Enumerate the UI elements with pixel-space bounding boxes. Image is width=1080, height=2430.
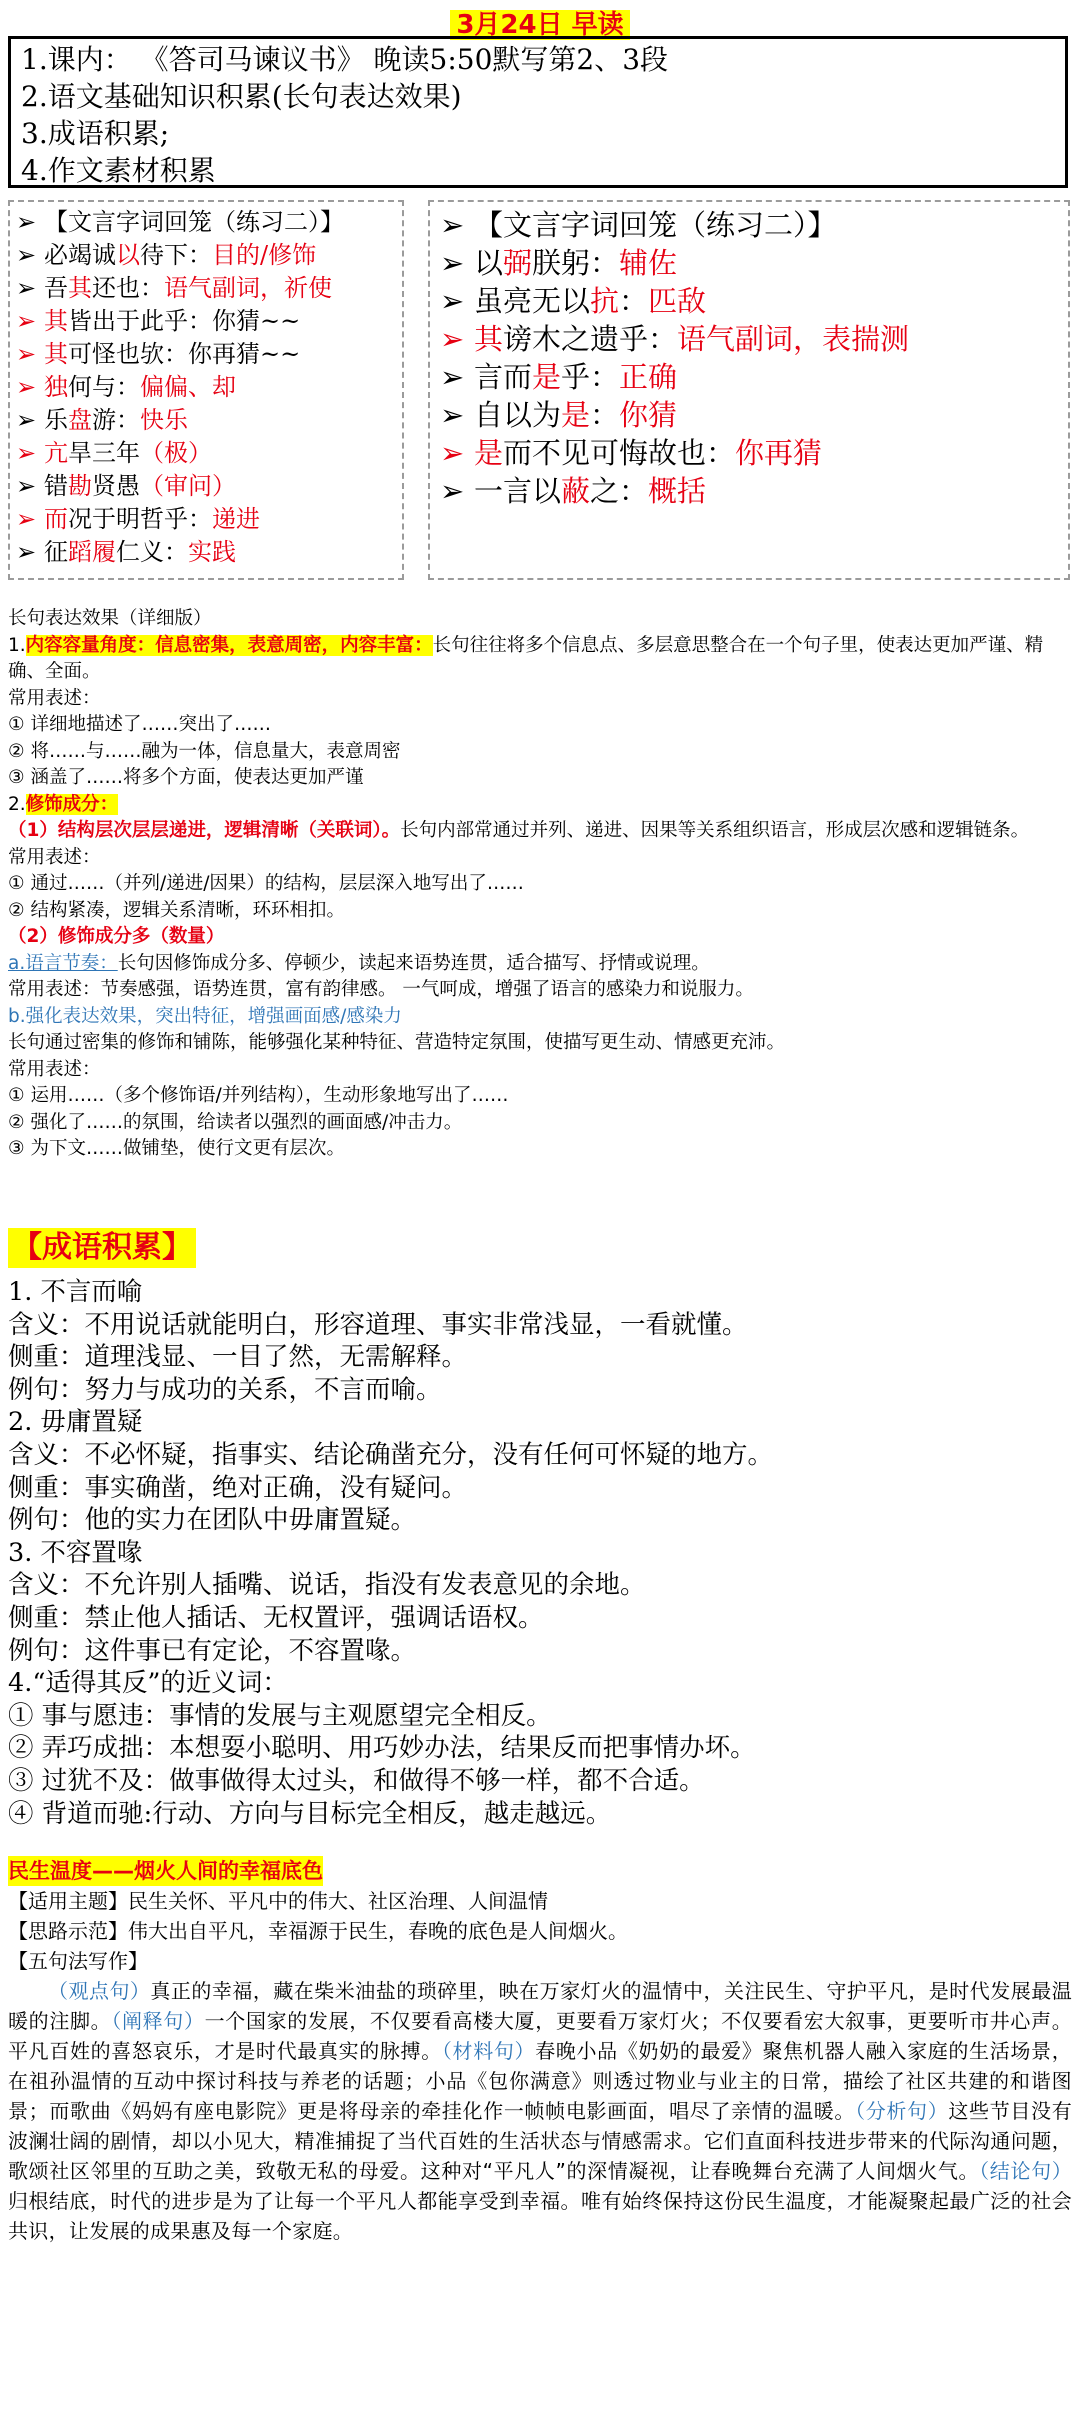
page-title: 3月24日 早读 (0, 4, 1080, 41)
review-item: ➢ 乐 盘 游： 快乐 (16, 404, 396, 437)
idiom-line: 1. 不言而喻 (8, 1277, 143, 1307)
arrow-bullet-icon: ➢ (16, 538, 37, 566)
review-item: ➢ 是 而不见可悔故也： 你再猜 (440, 436, 823, 470)
review-item: ➢ 而 况于明哲乎： 递进 (16, 503, 396, 536)
arrow-bullet-icon: ➢ (16, 208, 37, 236)
review-item: ➢ 必竭诚 以 待下： 目的/修饰 (16, 239, 396, 272)
arrow-bullet-icon: ➢ (16, 439, 37, 467)
subheading: b.强化表达效果，突出特征，增强画面感/感染力 (8, 1005, 402, 1027)
review-item: ➢ 亢 旱三年 （极） (16, 437, 396, 470)
list-item: ② 强化了……的氛围，给读者以强烈的画面感/冲击力。 (8, 1111, 463, 1133)
review-item: ➢ 其 皆出于此乎：你猜~~ (16, 305, 396, 338)
arrow-bullet-icon: ➢ (440, 474, 465, 508)
label: 常用表述： (8, 846, 101, 868)
idiom-line: ② 弄巧成拙：本想耍小聪明、用巧妙办法，结果反而把事情办坏。 (8, 1733, 756, 1764)
arrow-bullet-icon: ➢ (16, 340, 37, 368)
subheading: （2）修饰成分多（数量） (8, 926, 225, 947)
idiom-line: 含义：不用说话就能明白，形容道理、事实非常浅显，一看就懂。 (8, 1309, 748, 1340)
idiom-line: 侧重：禁止他人插话、无权置评，强调话语权。 (8, 1602, 544, 1633)
label: 常用表述： (8, 1058, 101, 1080)
review-item: ➢ 吾 其 还也： 语气副词，祈使 (16, 272, 396, 305)
review-heading: ➢ 【文言字词回笼（练习二）】 (440, 208, 837, 242)
review-item: ➢ 言而 是 乎： 正确 (440, 360, 678, 394)
arrow-bullet-icon: ➢ (16, 373, 37, 401)
task-item: 1.课内： 《答司马谏议书》 晚读5:50默写第2、3段 (21, 43, 669, 76)
idiom-line: 例句：这件事已有定论，不容置喙。 (8, 1635, 417, 1666)
arrow-bullet-icon: ➢ (440, 322, 465, 356)
task-box (8, 36, 1068, 188)
label: 常用表述： (8, 687, 101, 709)
review-heading: ➢ 【文言字词回笼（练习二）】 (16, 206, 396, 239)
essay-title: 民生温度——烟火人间的幸福底色 (8, 1856, 323, 1886)
idiom-line: 4.“适得其反”的近义词： (8, 1668, 288, 1699)
essay-section (8, 1856, 1072, 2246)
list-item: ③ 涵盖了……将多个方面，使表达更加严谨 (8, 767, 364, 788)
arrow-bullet-icon: ➢ (440, 246, 465, 280)
paragraph: （1）结构层次层层递进，逻辑清晰（关联词）。长句内部常通过并列、递进、因果等关系组织语言，形成层次感和逻辑链条。 (8, 820, 1030, 841)
review-item: ➢ 自以为 是 ： 你猜 (440, 398, 678, 432)
arrow-bullet-icon: ➢ (440, 208, 465, 242)
arrow-bullet-icon: ➢ (440, 284, 465, 318)
idiom-line: 侧重：事实确凿，绝对正确，没有疑问。 (8, 1472, 468, 1503)
idiom-line: 3. 不容置喙 (8, 1537, 143, 1568)
idiom-line: ④ 背道而驰:行动、方向与目标完全相反，越走越远。 (8, 1798, 612, 1829)
idiom-line: ① 事与愿违：事情的发展与主观愿望完全相反。 (8, 1700, 552, 1731)
review-item: ➢ 一言以 蔽 之： 概括 (440, 474, 707, 508)
review-item: ➢ 虽亮无以 抗 ： 匹敌 (440, 284, 707, 318)
arrow-bullet-icon: ➢ (16, 505, 37, 533)
section-heading: 长句表达效果（详细版） (8, 608, 212, 629)
essay-theme: 【适用主题】民生关怀、平凡中的伟大、社区治理、人间温情 (8, 1889, 548, 1913)
arrow-bullet-icon: ➢ (16, 274, 37, 302)
review-panel-left (8, 200, 404, 580)
idiom-line: ③ 过犹不及：做事做得太过头，和做得不够一样，都不合适。 (8, 1765, 705, 1796)
idiom-line: 含义：不必怀疑，指事实、结论确凿充分，没有任何可怀疑的地方。 (8, 1439, 774, 1470)
essay-body: （观点句）真正的幸福，藏在柴米油盐的琐碎里，映在万家灯火的温情中，关注民生、守护平凡，是时代发展最温暖的注脚。（阐释句）一个国家的发展，不仅要看高楼大厦，更要看万家灯火；不仅要看宏大叙事，更要听市井心声。平凡百姓的喜怒哀乐，才是时代最真实的脉搏。（材料句）春晚小品《奶奶的最爱》聚焦机器人融入家庭的生活场景，在祖孙温情的互动中探讨科技与养老的话题；小品《包你满意》则透过物业与业主的日常，描绘了社区共建的和谐图景；而歌曲《妈妈有座电影院》更是将母亲的牵挂化作一帧帧电影画面，唱尽了亲情的温暖。（分析句）这些节目没有波澜壮阔的剧情，却以小见大，精准捕捉了当代百姓的生活状态与情感需求。它们直面科技进步带来的代际沟通问题，歌颂社区邻里的互助之美，致敬无私的母爱。这种对“平凡人”的深情凝视，让春晚舞台充满了人间烟火气。（结论句）归根结底，时代的进步是为了让每一个平凡人都能享受到幸福。唯有始终保持这份民生温度，才能凝聚起最广泛的社会共识，让发展的成果惠及每一个家庭。 (8, 1979, 1073, 2243)
list-item: ② 将……与……融为一体，信息量大，表意周密 (8, 740, 401, 762)
review-panel-right (428, 200, 1070, 580)
list-item: ① 运用……（多个修饰语/并列结构），生动形象地写出了…… (8, 1085, 509, 1106)
task-item: 3.成语积累; (21, 117, 170, 150)
arrow-bullet-icon: ➢ (440, 360, 465, 394)
idiom-line: 含义：不允许别人插嘴、说话，指没有发表意见的余地。 (8, 1570, 646, 1601)
arrow-bullet-icon: ➢ (16, 472, 37, 500)
arrow-bullet-icon: ➢ (440, 398, 465, 432)
arrow-bullet-icon: ➢ (16, 241, 37, 269)
essay-title-line (8, 1856, 1072, 1886)
arrow-bullet-icon: ➢ (440, 436, 465, 470)
idiom-line: 例句：他的实力在团队中毋庸置疑。 (8, 1505, 417, 1536)
review-item: ➢ 错 勘 贤愚 （审问） (16, 470, 396, 503)
idiom-line: 2. 毋庸置疑 (8, 1407, 143, 1438)
paragraph: 常用表述：节奏感强，语势连贯，富有韵律感。 一气呵成，增强了语言的感染力和说服力。 (8, 979, 754, 1000)
idiom-line: 例句：努力与成功的关系，不言而喻。 (8, 1374, 442, 1405)
idiom-line: 侧重：道理浅显、一目了然，无需解释。 (8, 1342, 468, 1373)
review-item: ➢ 以 弼 朕躬： 辅佐 (440, 246, 678, 280)
task-item: 4.作文素材积累 (21, 154, 216, 187)
task-item: 2.语文基础知识积累(长句表达效果) (21, 80, 462, 113)
paragraph: 1.内容容量角度：信息密集，表意周密，内容丰富：长句往往将多个信息点、多层意思整合在一个句子里，使表达更加严谨、精确、全面。 (8, 634, 1044, 682)
essay-demo: 【思路示范】伟大出自平凡，幸福源于民生，春晚的底色是人间烟火。 (8, 1919, 628, 1943)
review-item: ➢ 征 蹈履 仁义： 实践 (16, 536, 396, 569)
essay-method: 【五句法写作】 (8, 1949, 148, 1973)
list-item: ② 结构紧凑，逻辑关系清晰，环环相扣。 (8, 899, 345, 921)
long-sentence-section (8, 606, 1072, 1163)
idiom-heading: 【成语积累】 (8, 1228, 196, 1268)
review-item: ➢ 其 谤木之遗乎： 语气副词，表揣测 (440, 322, 910, 356)
list-item: ① 通过……（并列/递进/因果）的结构，层层深入地写出了…… (8, 873, 524, 894)
list-item: ① 详细地描述了……突出了…… (8, 714, 271, 735)
review-item: ➢ 独 何与： 偏偏、却 (16, 371, 396, 404)
paragraph: a.语言节奏：长句因修饰成分多、停顿少，读起来语势连贯，适合描写、抒情或说理。 (8, 952, 710, 974)
arrow-bullet-icon: ➢ (16, 406, 37, 434)
paragraph: 2.修饰成分： (8, 793, 119, 815)
list-item: ③ 为下文……做铺垫，使行文更有层次。 (8, 1138, 345, 1159)
paragraph: 长句通过密集的修饰和铺陈，能够强化某种特征、营造特定氛围，使描写更生动、情感更充沛。 (8, 1032, 786, 1053)
arrow-bullet-icon: ➢ (16, 307, 37, 335)
idiom-section (8, 1276, 1072, 1830)
review-item: ➢ 其 可怪也欤：你再猜~~ (16, 338, 396, 371)
